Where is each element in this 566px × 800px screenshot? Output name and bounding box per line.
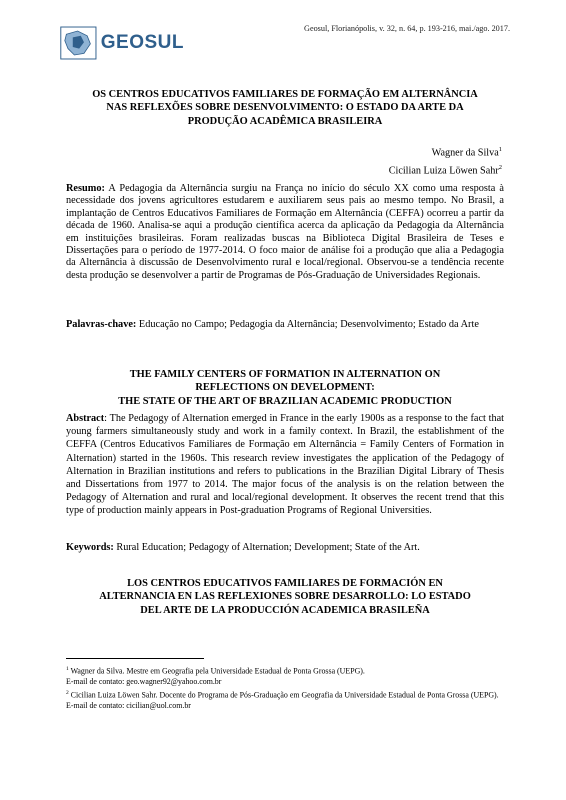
- title-spanish: [66, 577, 504, 617]
- title-line: REFLECTIONS ON DEVELOPMENT:: [195, 382, 375, 394]
- logo-text: GEOSUL: [100, 32, 184, 53]
- abstract-portuguese: [66, 183, 504, 282]
- title-english: [66, 368, 504, 408]
- author: [389, 160, 502, 178]
- abstract-english: [66, 412, 504, 518]
- keywords-portuguese: [66, 319, 504, 331]
- title-portuguese: [66, 88, 504, 128]
- title-line: PRODUÇÃO ACADÊMICA BRASILEIRA: [187, 115, 383, 127]
- footnote-mark: 1: [66, 666, 69, 672]
- map-icon: [60, 22, 97, 64]
- abstract-label: Resumo:: [66, 183, 105, 194]
- abstract-text: A Pedagogia da Alternância surgiu na França no início do século XX como uma resposta à necessidade dos jovens agricultores estudarem e auxiliarem seus pais ao mesmo tempo. No Brasil, a implantação de Centros Educativos Familiares de Formação em Alternância (CEFFA) ocorreu a partir da década de 1960. Analisa-se aqui a produção científica acerca da aplicação da Pedagogia da Alternância em instituições brasileiras. Foram realizadas buscas na Biblioteca Digital Brasileira de Teses e Dissertações para o período de 1977-2014. O foco maior de análise foi a produção que alia a Pedagogia da Alternância à discussão de Desenvolvimento rural e local/regional. Observou-se a tendência recente desta produção se desenvolver a partir de Programas de Pós-Graduação de Universidades Regionais.: [66, 183, 504, 281]
- author: [389, 142, 502, 160]
- keywords-text: Educação no Campo; Pedagogia da Alternância; Desenvolvimento; Estado da Arte: [136, 319, 479, 330]
- title-line: THE STATE OF THE ART OF BRAZILIAN ACADEMIC PRODUCTION: [118, 395, 452, 407]
- abstract-label: Abstract: [66, 413, 105, 424]
- title-line: THE FAMILY CENTERS OF FORMATION IN ALTERNATION ON: [129, 369, 441, 380]
- footnote-mark: 2: [498, 164, 502, 172]
- author-name: Wagner da Silva: [431, 147, 499, 159]
- footnote-text: Cicilian Luiza Löwen Sahr. Docente do Programa de Pós-Graduação em Geografia da Universidade Estadual de Ponta Grossa (UEPG). E-mail de contato: cicilian@uol.com.br: [66, 690, 499, 711]
- keywords-label: Keywords:: [66, 542, 114, 553]
- title-line: LOS CENTROS EDUCATIVOS FAMILIARES DE FORMACIÓN EN: [127, 578, 443, 589]
- abstract-text: : The Pedagogy of Alternation emerged in France in the early 1900s as a response to the fact that young farmers simultaneously study and work in a family context. In Brazil, the establishment of the CEFFA (Centros Educativos Familiares de Formação em Alternância = Family Centers of Formation in Alternation) started in the 1960s. This research review investigates the application of the Pedagogy of Alternation in Brazilian institutions and refers to publications in the Brazilian Digital Library of Thesis and Dissertations from 1977 to 2014. The major focus of the analysis is on the relation between the Pedagogy of Alternation and rural and local/regional development. It observes the recent trend that this type of production mainly appears in Post-graduation Programs of Regional Universities.: [66, 413, 504, 517]
- footnote: [66, 664, 504, 677]
- title-line: DEL ARTE DE LA PRODUCCIÓN ACADEMICA BRASILEÑA: [140, 604, 430, 616]
- footnote-text: Wagner da Silva. Mestre em Geografia pela Universidade Estadual de Ponta Grossa (UEPG).: [68, 666, 365, 676]
- footnotes: [66, 664, 504, 712]
- title-line: NAS REFLEXÕES SOBRE DESENVOLVIMENTO: O ESTADO DA ARTE DA: [106, 102, 464, 114]
- title-line: ALTERNANCIA EN LAS REFLEXIONES SOBRE DESARROLLO: LO ESTADO: [99, 591, 471, 603]
- keywords-text: Rural Education; Pedagogy of Alternation; Development; State of the Art.: [113, 542, 420, 553]
- footnote-divider: [66, 658, 204, 659]
- footnote-mark: 1: [498, 146, 502, 153]
- author-list: [389, 142, 502, 179]
- keywords-english: [66, 542, 504, 554]
- geosul-logo: [60, 22, 184, 64]
- footnote-line: E-mail de contato: geo.wagner92@yahoo.com.br: [66, 677, 222, 687]
- footnote: [66, 688, 504, 712]
- title-line: OS CENTROS EDUCATIVOS FAMILIARES DE FORMAÇÃO EM ALTERNÂNCIA: [92, 89, 478, 100]
- keywords-label: Palavras-chave:: [66, 319, 137, 330]
- footnote-mark: 2: [66, 689, 69, 696]
- author-name: Cicilian Luiza Löwen Sahr: [388, 165, 499, 177]
- journal-reference: Geosul, Florianópolis, v. 32, n. 64, p. 193-216, mai./ago. 2017.: [304, 24, 510, 33]
